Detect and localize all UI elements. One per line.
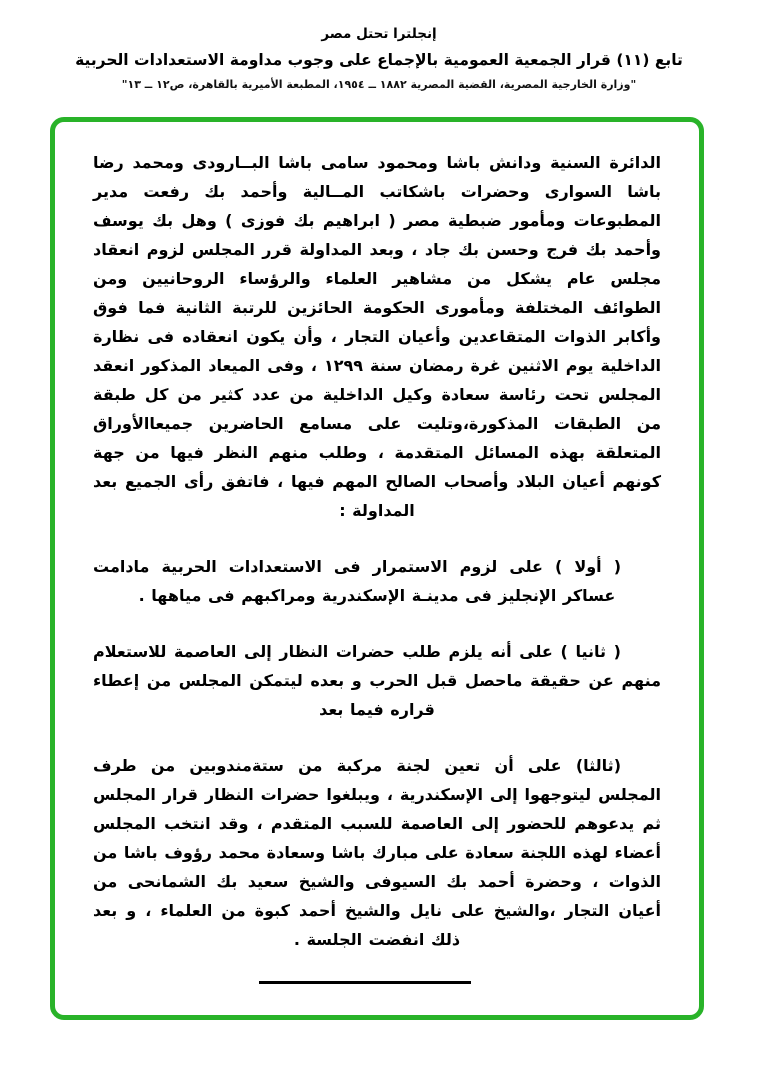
header-title: إنجلترا تحتل مصر: [321, 26, 437, 42]
end-divider-rule: [259, 981, 471, 984]
paragraph-resolution-first: ( أولا ) على لزوم الاستمرار فى الاستعدادات الحربية مادامت عساكر الإنجليز فى مدينـة الإسكندرية ومراكبهم فى مياهها .: [93, 557, 621, 605]
document-frame: [50, 117, 704, 1020]
header-source-citation: "وزارة الخارجية المصرية، القضية المصرية ١٨٨٢ ــ ١٩٥٤، المطبعة الأميرية بالقاهرة، ص١٢ ــ ١٣": [121, 78, 637, 91]
paragraph-intro: الدائرة السنية ودانش باشا ومحمود سامى باشا البــارودى ومحمد رضا باشا السوارى وحضرات باشكاتب المــالية وأحمد بك رفعت مدير المطبوعات ومأمور ضبطية مصر ( ابراهيم بك فوزى ) وهل بك يوسف وأحمد بك فرج وحسن بك جاد ، وبعد المداولة قرر المجلس لزوم انعقاد مجلس عام يشكل من مشاهير العلماء والرؤساء الروحانيين ومن الطوائف المختلفة ومأمورى الحكومة الحائزين للرتبة الثانية فما فوق وأكابر الذوات المتقاعدين وأعيان التجار ، وأن يكون انعقاده فى نظارة الداخلية يوم الاثنين غرة رمضان سنة ١٢٩٩ ، وفى الميعاد المذكور انعقد المجلس تحت رئاسة سعادة وكيل الداخلية من عدد كثير من كل طبقة من الطبقات المذكورة،وتليت على مسامع الحاضرين جميعاالأوراق المتعلقة بهذه المسائل المتقدمة ، وطلب منهم النظر فيها من جهة كونهم أعيان البلاد وأصحاب الصالح المهم فيها ، فاتفق رأى الجميع بعد المداولة :: [93, 153, 662, 520]
page-header: [0, 26, 758, 91]
paragraph-resolution-second: ( ثانيا ) على أنه يلزم طلب حضرات النظار إلى العاصمة للاستعلام منهم عن حقيقة ماحصل قبل الحرب و بعده ليتمكن المجلس من إعطاء قراره فيما بعد: [93, 642, 661, 719]
header-subtitle: تابع (١١) قرار الجمعية العمومية بالإجماع على وجوب مداومة الاستعدادات الحربية: [75, 51, 683, 69]
paragraph-resolution-third: (ثالثا) على أن تعين لجنة مركبة من ستةمندوبين من طرف المجلس ليتوجهوا إلى الإسكندرية ، ويبلغوا حضرات النظار قرار المجلس ثم يدعوهم للحضور إلى العاصمة للسبب المتقدم ، وقد انتخب المجلس أعضاء لهذه اللجنة سعادة على مبارك باشا وسعادة محمد رؤوف باشا من الذوات ، وحضرة أحمد بك السيوفى والشيخ سعيد بك الشمانحى من أعيان التجار ،والشيخ على نايل والشيخ أحمد كبوة من العلماء ، و بعد ذلك انفضت الجلسة .: [93, 756, 661, 949]
